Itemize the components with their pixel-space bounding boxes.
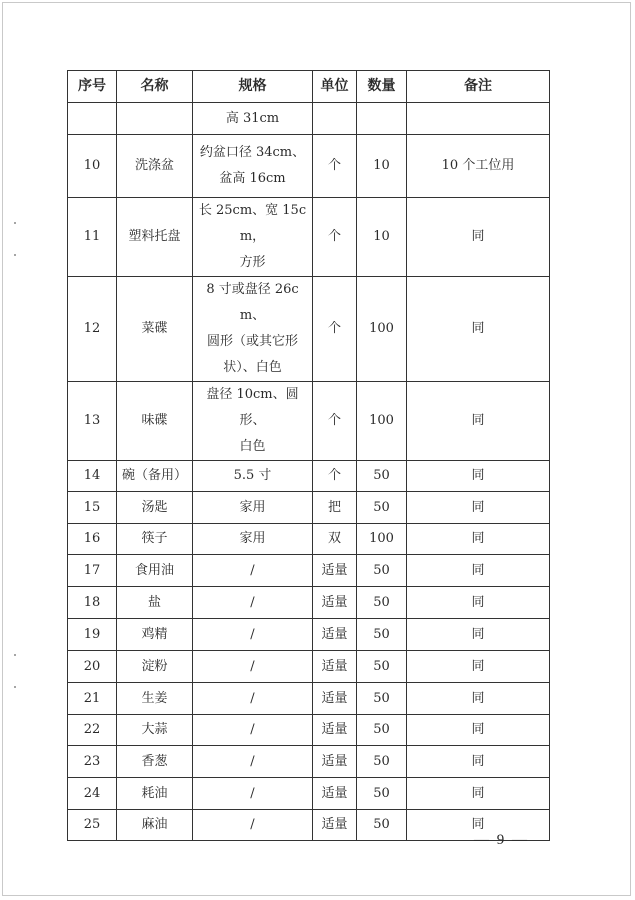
- cell-no: 21: [68, 683, 117, 715]
- cell-name: 菜碟: [117, 277, 193, 382]
- cell-spec: [193, 619, 313, 651]
- cell-spec: [193, 587, 313, 619]
- header-qty: 数量: [357, 71, 407, 103]
- table-row: [68, 778, 550, 810]
- cell-unit: 个: [313, 277, 357, 382]
- cell-unit: 适量: [313, 715, 357, 746]
- cell-unit: 适量: [313, 587, 357, 619]
- spec-line: /: [250, 562, 255, 578]
- table-row: [68, 492, 550, 524]
- spec-line: /: [250, 785, 255, 801]
- cell-note: 同: [407, 683, 550, 715]
- cell-name: 筷子: [117, 524, 193, 555]
- cell-qty: 100: [357, 382, 407, 461]
- cell-note: 同: [407, 810, 550, 841]
- cell-note: 同: [407, 746, 550, 778]
- cell-spec: [193, 715, 313, 746]
- scan-dot: [14, 686, 16, 688]
- cell-unit: 双: [313, 524, 357, 555]
- cell-unit: 个: [313, 198, 357, 277]
- table-row: [68, 198, 550, 277]
- cell-spec: 高 31cm: [193, 103, 313, 135]
- cell-name: 洗涤盆: [117, 135, 193, 198]
- cell-unit: 把: [313, 492, 357, 524]
- cell-note: [407, 103, 550, 135]
- table-row: [68, 746, 550, 778]
- scan-dot: [14, 254, 16, 256]
- cell-unit: 个: [313, 461, 357, 492]
- cell-name: [117, 103, 193, 135]
- cell-note: 10 个工位用: [407, 135, 550, 198]
- table-row: [68, 715, 550, 746]
- spec-line: 家用: [239, 499, 266, 515]
- spec-line: 家用: [239, 531, 266, 546]
- cell-spec: [193, 778, 313, 810]
- cell-no: 19: [68, 619, 117, 651]
- cell-note: 同: [407, 524, 550, 555]
- cell-name: 淀粉: [117, 651, 193, 683]
- cell-spec: [193, 810, 313, 841]
- table-row: [68, 461, 550, 492]
- spec-line: 盆高 16cm: [219, 171, 286, 186]
- spec-line: 长 25cm、宽 15cm，: [198, 203, 307, 244]
- cell-unit: [313, 103, 357, 135]
- cell-name: 麻油: [117, 810, 193, 841]
- cell-name: 生姜: [117, 683, 193, 715]
- table-row: [68, 277, 550, 382]
- spec-line: /: [250, 817, 255, 832]
- cell-name: 大蒜: [117, 715, 193, 746]
- cell-qty: 100: [357, 277, 407, 382]
- cell-name: 味碟: [117, 382, 193, 461]
- cell-qty: 100: [357, 524, 407, 555]
- table-row: [68, 587, 550, 619]
- cell-spec: [193, 651, 313, 683]
- cell-spec: [193, 198, 313, 277]
- spec-line: 盘径 10cm、圆形、: [206, 387, 299, 428]
- spec-line: 白色: [239, 439, 266, 454]
- header-name: 名称: [117, 71, 193, 103]
- table-header-row: [68, 71, 550, 103]
- table-row: [68, 135, 550, 198]
- spec-line: /: [250, 594, 255, 610]
- cell-qty: 50: [357, 619, 407, 651]
- cell-qty: 50: [357, 555, 407, 587]
- spec-line: 8 寸或盘径 26cm、: [206, 282, 299, 323]
- cell-note: 同: [407, 651, 550, 683]
- cell-unit: 个: [313, 382, 357, 461]
- cell-no: [68, 103, 117, 135]
- scan-dot: [14, 222, 16, 224]
- cell-no: 16: [68, 524, 117, 555]
- cell-qty: 50: [357, 651, 407, 683]
- cell-unit: 个: [313, 135, 357, 198]
- cell-no: 13: [68, 382, 117, 461]
- cell-note: 同: [407, 382, 550, 461]
- cell-spec: [193, 746, 313, 778]
- cell-qty: 50: [357, 461, 407, 492]
- cell-unit: 适量: [313, 683, 357, 715]
- cell-note: 同: [407, 619, 550, 651]
- cell-no: 18: [68, 587, 117, 619]
- spec-line: /: [250, 753, 255, 769]
- cell-qty: [357, 103, 407, 135]
- cell-note: 同: [407, 277, 550, 382]
- cell-spec: [193, 461, 313, 492]
- cell-name: 汤匙: [117, 492, 193, 524]
- cell-name: 食用油: [117, 555, 193, 587]
- spec-line: 5.5 寸: [233, 468, 272, 483]
- table-row: [68, 683, 550, 715]
- cell-unit: 适量: [313, 555, 357, 587]
- cell-no: 14: [68, 461, 117, 492]
- cell-no: 15: [68, 492, 117, 524]
- cell-name: 鸡精: [117, 619, 193, 651]
- cell-qty: 50: [357, 810, 407, 841]
- cell-qty: 50: [357, 587, 407, 619]
- table-row: [68, 651, 550, 683]
- cell-unit: 适量: [313, 746, 357, 778]
- spec-line: /: [250, 626, 255, 642]
- cell-no: 10: [68, 135, 117, 198]
- cell-spec: [193, 555, 313, 587]
- cell-spec: [193, 382, 313, 461]
- cell-unit: 适量: [313, 619, 357, 651]
- equipment-table: [67, 70, 550, 841]
- spec-line: /: [250, 658, 255, 674]
- table-row: [68, 524, 550, 555]
- cell-no: 11: [68, 198, 117, 277]
- header-note: 备注: [407, 71, 550, 103]
- header-spec: 规格: [193, 71, 313, 103]
- cell-no: 12: [68, 277, 117, 382]
- scan-dot: [14, 654, 16, 656]
- table-row: [68, 382, 550, 461]
- spec-line: 圆形（或其它形: [206, 334, 298, 349]
- table-row: [68, 555, 550, 587]
- cell-spec: [193, 524, 313, 555]
- spec-line: 状）、白色: [223, 360, 282, 375]
- cell-qty: 50: [357, 778, 407, 810]
- spec-line: 约盆口径 34cm、: [199, 145, 306, 160]
- cell-spec: [193, 683, 313, 715]
- table-row: [68, 103, 550, 135]
- cell-no: 23: [68, 746, 117, 778]
- cell-qty: 50: [357, 715, 407, 746]
- cell-no: 20: [68, 651, 117, 683]
- cell-name: 碗（备用）: [117, 461, 193, 492]
- cell-qty: 50: [357, 683, 407, 715]
- cell-no: 24: [68, 778, 117, 810]
- cell-spec: [193, 492, 313, 524]
- cell-note: 同: [407, 555, 550, 587]
- header-no: 序号: [68, 71, 117, 103]
- cell-qty: 50: [357, 746, 407, 778]
- cell-note: 同: [407, 715, 550, 746]
- table-row: [68, 619, 550, 651]
- spec-line: /: [250, 722, 255, 737]
- cell-qty: 50: [357, 492, 407, 524]
- cell-qty: 10: [357, 198, 407, 277]
- cell-unit: 适量: [313, 810, 357, 841]
- spec-line: 方形: [239, 255, 266, 270]
- cell-note: 同: [407, 587, 550, 619]
- spec-line: /: [250, 690, 255, 706]
- cell-no: 25: [68, 810, 117, 841]
- cell-note: 同: [407, 461, 550, 492]
- cell-note: 同: [407, 198, 550, 277]
- cell-name: 香葱: [117, 746, 193, 778]
- cell-note: 同: [407, 778, 550, 810]
- page-number: — 9 —: [474, 832, 529, 848]
- cell-spec: [193, 135, 313, 198]
- cell-spec: [193, 277, 313, 382]
- cell-no: 17: [68, 555, 117, 587]
- cell-name: 耗油: [117, 778, 193, 810]
- cell-qty: 10: [357, 135, 407, 198]
- cell-unit: 适量: [313, 651, 357, 683]
- header-unit: 单位: [313, 71, 357, 103]
- cell-name: 盐: [117, 587, 193, 619]
- cell-unit: 适量: [313, 778, 357, 810]
- cell-name: 塑料托盘: [117, 198, 193, 277]
- cell-note: 同: [407, 492, 550, 524]
- cell-no: 22: [68, 715, 117, 746]
